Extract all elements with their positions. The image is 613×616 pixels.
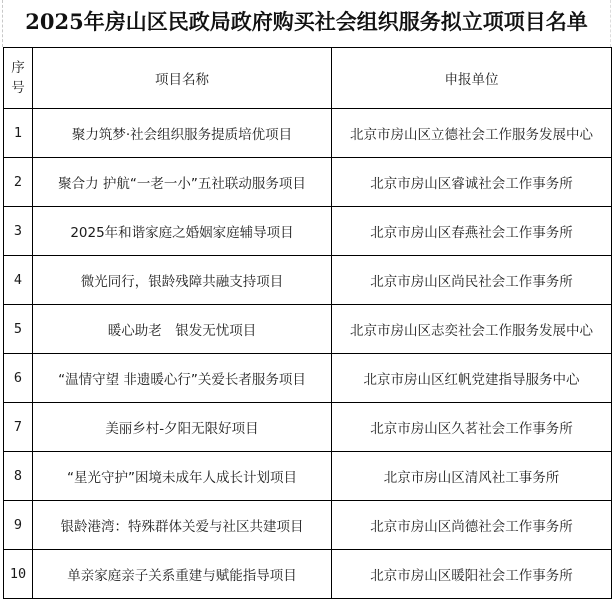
row-index: 8 [4, 452, 33, 501]
row-applicant: 北京市房山区尚民社会工作事务所 [332, 256, 612, 305]
row-applicant: 北京市房山区春燕社会工作事务所 [332, 207, 612, 256]
table-row [4, 207, 612, 256]
project-list-table [3, 47, 612, 599]
row-applicant: 北京市房山区清风社工事务所 [332, 452, 612, 501]
row-project-name: 聚合力 护航“一老一小”五社联动服务项目 [33, 158, 332, 207]
row-project-name: 聚力筑梦·社会组织服务提质培优项目 [33, 109, 332, 158]
row-applicant: 北京市房山区久茗社会工作事务所 [332, 403, 612, 452]
document-title: 2025年房山区民政局政府购买社会组织服务拟立项项目名单 [25, 9, 588, 34]
row-applicant: 北京市房山区尚德社会工作事务所 [332, 501, 612, 550]
row-project-name: 美丽乡村-夕阳无限好项目 [33, 403, 332, 452]
table-row [4, 305, 612, 354]
row-index: 5 [4, 305, 33, 354]
row-applicant: 北京市房山区睿诚社会工作事务所 [332, 158, 612, 207]
row-index: 6 [4, 354, 33, 403]
table-row [4, 452, 612, 501]
table-row [4, 550, 612, 599]
row-index: 1 [4, 109, 33, 158]
row-index: 4 [4, 256, 33, 305]
table-row [4, 354, 612, 403]
header-index: 序号 [4, 48, 33, 109]
row-project-name: 2025年和谐家庭之婚姻家庭辅导项目 [33, 207, 332, 256]
row-index: 3 [4, 207, 33, 256]
header-project-name: 项目名称 [33, 48, 332, 109]
table-row [4, 501, 612, 550]
table-header-row [4, 48, 612, 109]
row-project-name: “星光守护”困境未成年人成长计划项目 [33, 452, 332, 501]
row-project-name: “温情守望 非遗暖心行”关爱长者服务项目 [33, 354, 332, 403]
table-row [4, 109, 612, 158]
row-project-name: 银龄港湾：特殊群体关爱与社区共建项目 [33, 501, 332, 550]
row-index: 2 [4, 158, 33, 207]
table-row [4, 256, 612, 305]
table-row [4, 158, 612, 207]
row-index: 7 [4, 403, 33, 452]
row-applicant: 北京市房山区立德社会工作服务发展中心 [332, 109, 612, 158]
row-project-name: 微光同行，银龄残障共融支持项目 [33, 256, 332, 305]
header-applicant: 申报单位 [332, 48, 612, 109]
row-project-name: 暖心助老 银发无忧项目 [33, 305, 332, 354]
row-applicant: 北京市房山区暖阳社会工作事务所 [332, 550, 612, 599]
row-project-name: 单亲家庭亲子关系重建与赋能指导项目 [33, 550, 332, 599]
table-row [4, 403, 612, 452]
row-applicant: 北京市房山区志奕社会工作服务发展中心 [332, 305, 612, 354]
row-index: 10 [4, 550, 33, 599]
row-applicant: 北京市房山区红帆党建指导服务中心 [332, 354, 612, 403]
row-index: 9 [4, 501, 33, 550]
